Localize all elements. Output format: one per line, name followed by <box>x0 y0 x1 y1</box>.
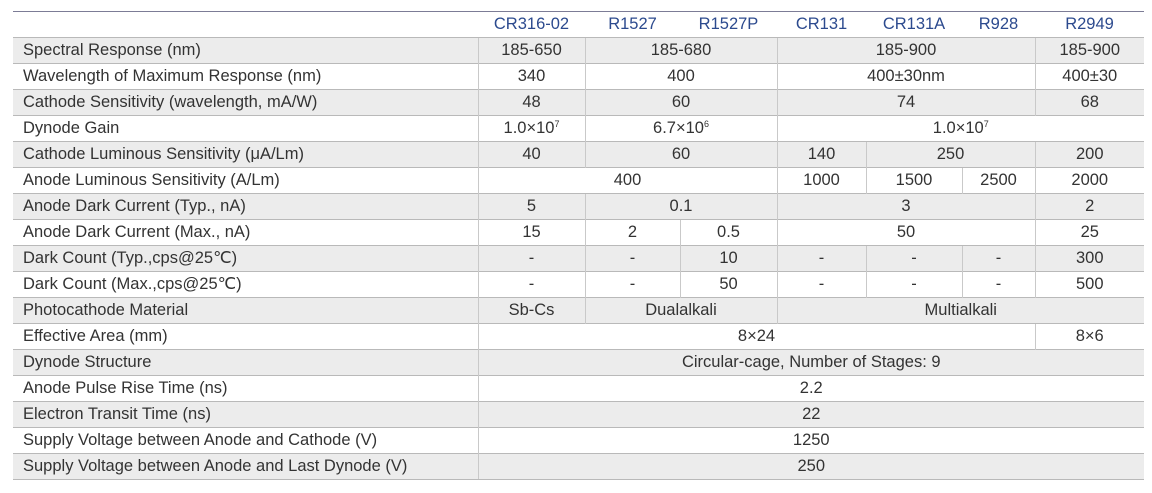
cell: 40 <box>478 142 585 168</box>
cell-exponent: 7 <box>983 119 989 129</box>
cell: - <box>478 272 585 298</box>
cell: 250 <box>478 454 1144 480</box>
cell: Dualalkali <box>585 298 777 324</box>
cell: 8×24 <box>478 324 1035 350</box>
cell: 48 <box>478 90 585 116</box>
cell: - <box>585 246 680 272</box>
cell: 3 <box>777 194 1035 220</box>
cell: 2500 <box>962 168 1035 194</box>
cell: 200 <box>1035 142 1144 168</box>
col-header-r928: R928 <box>962 12 1035 38</box>
cell: - <box>585 272 680 298</box>
header-row <box>13 12 1144 38</box>
cell <box>478 116 585 142</box>
cell-base: 1.0×10 <box>503 119 555 137</box>
cell: 185-900 <box>777 38 1035 64</box>
row-label: Dynode Structure <box>13 350 478 376</box>
cell: 140 <box>777 142 866 168</box>
table-row <box>13 454 1144 480</box>
spec-table <box>13 11 1144 480</box>
row-label: Wavelength of Maximum Response (nm) <box>13 64 478 90</box>
cell: 60 <box>585 142 777 168</box>
table-row <box>13 376 1144 402</box>
cell: 2 <box>585 220 680 246</box>
row-label: Dark Count (Typ.,cps@25℃) <box>13 246 478 272</box>
cell: - <box>866 246 962 272</box>
row-label: Photocathode Material <box>13 298 478 324</box>
col-header-cr316-02: CR316-02 <box>478 12 585 38</box>
cell: 2000 <box>1035 168 1144 194</box>
cell: 1000 <box>777 168 866 194</box>
table-row <box>13 324 1144 350</box>
col-header-r1527p: R1527P <box>680 12 777 38</box>
cell: 500 <box>1035 272 1144 298</box>
cell: 340 <box>478 64 585 90</box>
cell: 15 <box>478 220 585 246</box>
row-label: Anode Dark Current (Max., nA) <box>13 220 478 246</box>
cell: 300 <box>1035 246 1144 272</box>
cell: - <box>478 246 585 272</box>
cell-exponent: 7 <box>554 119 560 129</box>
row-label: Effective Area (mm) <box>13 324 478 350</box>
table-row <box>13 298 1144 324</box>
cell: 400 <box>478 168 777 194</box>
table-row <box>13 90 1144 116</box>
cell: - <box>962 246 1035 272</box>
cell: 10 <box>680 246 777 272</box>
row-label: Supply Voltage between Anode and Cathode (V) <box>13 428 478 454</box>
row-label: Anode Luminous Sensitivity (A/Lm) <box>13 168 478 194</box>
row-label: Spectral Response (nm) <box>13 38 478 64</box>
cell: 2 <box>1035 194 1144 220</box>
table-row <box>13 428 1144 454</box>
cell: 60 <box>585 90 777 116</box>
cell: 25 <box>1035 220 1144 246</box>
table-row <box>13 116 1144 142</box>
table-row <box>13 38 1144 64</box>
cell: 400 <box>585 64 777 90</box>
cell: 400±30nm <box>777 64 1035 90</box>
row-label: Cathode Sensitivity (wavelength, mA/W) <box>13 90 478 116</box>
cell: Multialkali <box>777 298 1144 324</box>
table-row <box>13 246 1144 272</box>
row-label: Supply Voltage between Anode and Last Dynode (V) <box>13 454 478 480</box>
row-label: Dynode Gain <box>13 116 478 142</box>
cell: 250 <box>866 142 1035 168</box>
cell: 1250 <box>478 428 1144 454</box>
cell-base: 1.0×10 <box>932 119 984 137</box>
cell: 68 <box>1035 90 1144 116</box>
row-label: Cathode Luminous Sensitivity (μA/Lm) <box>13 142 478 168</box>
cell: 1500 <box>866 168 962 194</box>
col-header-r2949: R2949 <box>1035 12 1144 38</box>
table-row <box>13 272 1144 298</box>
cell: - <box>866 272 962 298</box>
cell-base: 6.7×10 <box>653 119 704 137</box>
table-row <box>13 64 1144 90</box>
cell: - <box>777 272 866 298</box>
col-header-r1527: R1527 <box>585 12 680 38</box>
table-row <box>13 220 1144 246</box>
table-row <box>13 142 1144 168</box>
cell: 185-900 <box>1035 38 1144 64</box>
table-row <box>13 194 1144 220</box>
table-row <box>13 168 1144 194</box>
cell <box>777 116 1144 142</box>
cell: 400±30 <box>1035 64 1144 90</box>
cell: 5 <box>478 194 585 220</box>
cell: 22 <box>478 402 1144 428</box>
cell-exponent: 6 <box>703 119 709 129</box>
row-label: Electron Transit Time (ns) <box>13 402 478 428</box>
table-row <box>13 402 1144 428</box>
cell: 0.1 <box>585 194 777 220</box>
cell: 185-650 <box>478 38 585 64</box>
cell: 50 <box>680 272 777 298</box>
col-header-cr131a: CR131A <box>866 12 962 38</box>
cell: - <box>962 272 1035 298</box>
cell: 74 <box>777 90 1035 116</box>
row-label: Dark Count (Max.,cps@25℃) <box>13 272 478 298</box>
table-row <box>13 350 1144 376</box>
row-label: Anode Pulse Rise Time (ns) <box>13 376 478 402</box>
cell: 0.5 <box>680 220 777 246</box>
cell: 50 <box>777 220 1035 246</box>
cell: 8×6 <box>1035 324 1144 350</box>
cell: 185-680 <box>585 38 777 64</box>
cell: 2.2 <box>478 376 1144 402</box>
cell: Sb-Cs <box>478 298 585 324</box>
row-label: Anode Dark Current (Typ., nA) <box>13 194 478 220</box>
cell <box>585 116 777 142</box>
header-blank <box>13 12 478 38</box>
col-header-cr131: CR131 <box>777 12 866 38</box>
cell: Circular-cage, Number of Stages: 9 <box>478 350 1144 376</box>
cell: - <box>777 246 866 272</box>
